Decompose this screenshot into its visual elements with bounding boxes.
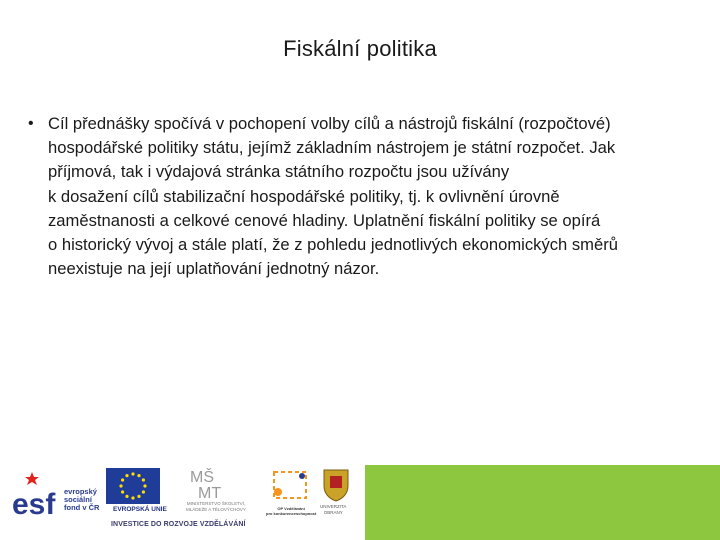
op-label-line: OP Vzdělávání: [277, 506, 305, 511]
svg-text:MŠ: MŠ: [190, 469, 214, 486]
op-label-line: pro konkurenceschopnost: [266, 511, 317, 516]
footer-logo-strip: [0, 462, 365, 540]
university-label-line: OBRANY: [323, 510, 343, 515]
op-label: [266, 506, 316, 516]
svg-text:esf: esf: [12, 488, 56, 518]
bullet-line: Cíl přednášky spočívá v pochopení volby cílů a nástrojů fiskální (rozpočtové): [48, 114, 611, 133]
esf-logo-icon: [10, 470, 64, 518]
green-accent-bar: [365, 465, 720, 540]
esf-label-line: evropský: [64, 487, 97, 496]
op-logo-icon: [268, 466, 314, 506]
esf-label-line: fond v ČR: [64, 503, 100, 512]
msmt-label-line: MLÁDEŽE A TĚLOVÝCHOVY: [186, 507, 246, 512]
msmt-label-line: MINISTERSTVO ŠKOLSTVÍ,: [186, 501, 246, 506]
bullet-line: k dosažení cílů stabilizační hospodářské politiky, tj. k ovlivnění úrovně: [48, 186, 560, 206]
bullet-icon: •: [28, 115, 34, 132]
footer-caption: INVESTICE DO ROZVOJE VZDĚLÁVÁNÍ: [111, 521, 246, 528]
bullet-line: příjmová, tak i výdajová stránka státního rozpočtu jsou užívány: [48, 162, 510, 182]
svg-text:MT: MT: [198, 485, 222, 500]
university-label: [320, 504, 346, 516]
university-crest-icon: [322, 468, 350, 502]
slide-title: Fiskální politika: [283, 36, 437, 61]
bullet-text: [48, 112, 690, 281]
bullet-line: zaměstnanosti a celkové cenové hladiny. Uplatnění fiskální politiky se opírá: [48, 210, 601, 230]
esf-label-line: sociální: [64, 495, 92, 504]
bullet-item: [22, 112, 690, 281]
eu-flag-icon: [106, 468, 160, 504]
msmt-label: [186, 501, 246, 513]
eu-label: EVROPSKÁ UNIE: [113, 506, 167, 513]
bullet-line: hospodářské politiky státu, jejímž základním nástrojem je státní rozpočet. Jak: [48, 138, 616, 158]
esf-label: [64, 488, 99, 512]
bullet-line: neexistuje na její uplatňování jednotný názor.: [48, 259, 380, 279]
university-label-line: UNIVERZITA: [320, 504, 347, 509]
bullet-line: o historický vývoj a stále platí, že z pohledu jednotlivých ekonomických směrů: [48, 235, 618, 255]
msmt-logo-icon: [188, 466, 234, 500]
